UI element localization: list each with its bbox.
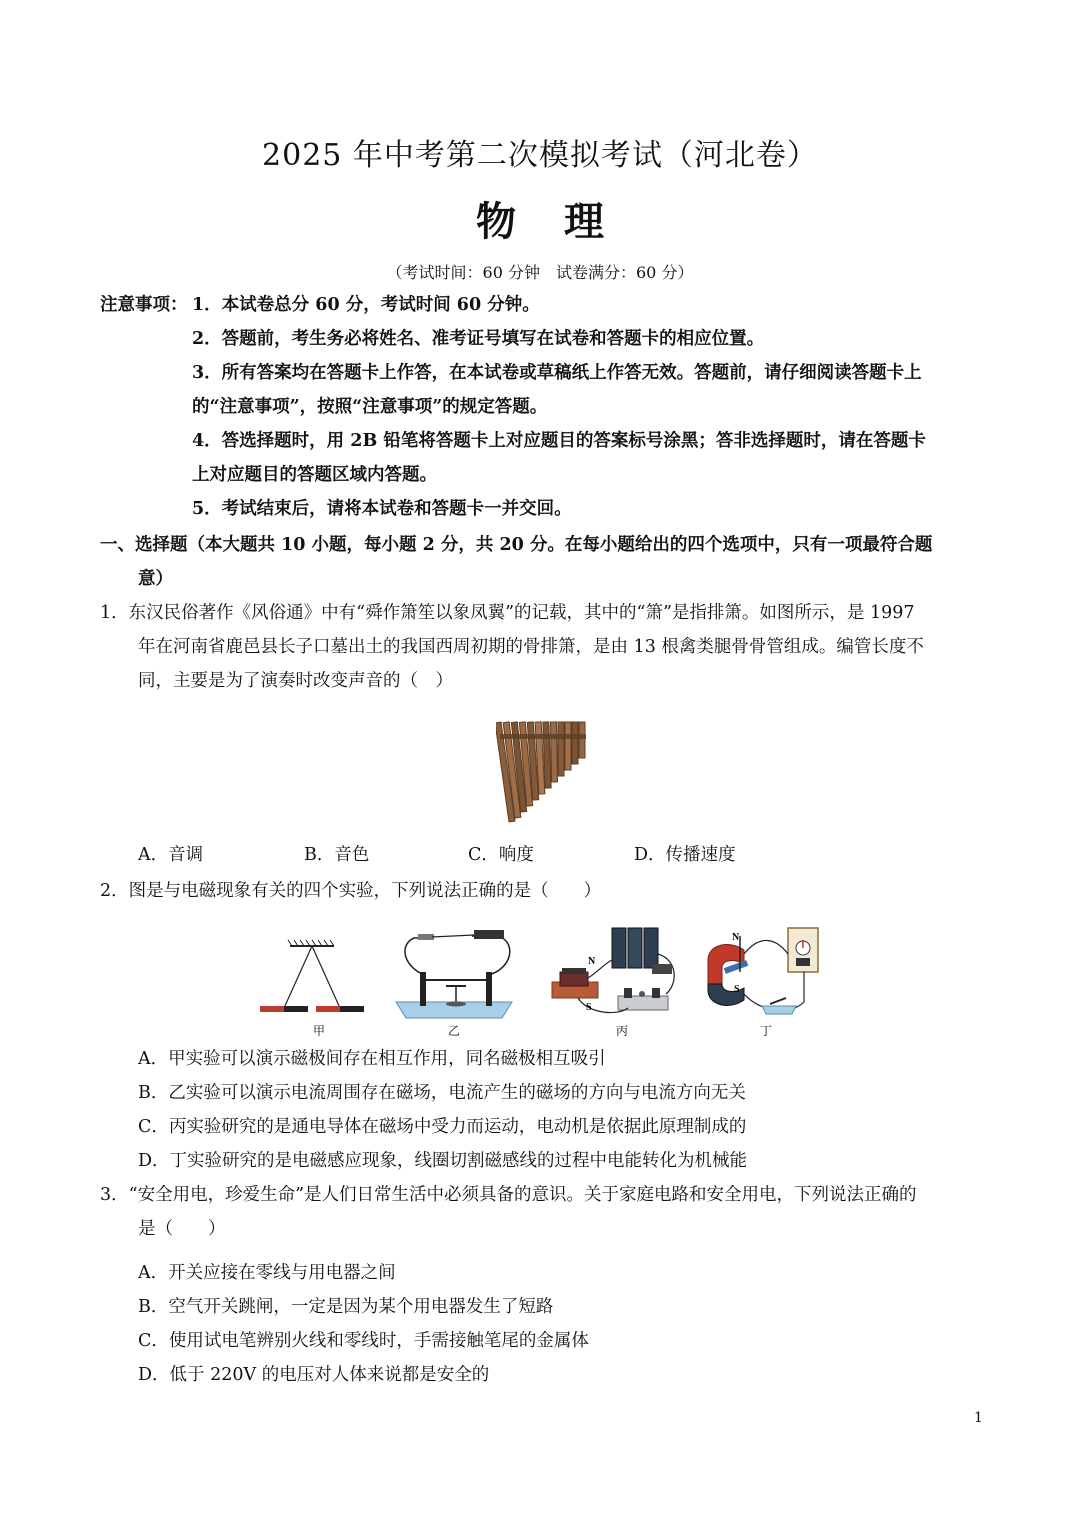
q2-stem: 2．图是与电磁现象有关的四个实验，下列说法正确的是（ ）: [100, 881, 602, 901]
pole-label-s: S: [734, 984, 740, 995]
q3-option-d: D．低于 220V 的电压对人体来说都是安全的: [138, 1365, 490, 1385]
q2-option-a: A．甲实验可以演示磁极间存在相互作用，同名磁极相互吸引: [138, 1049, 606, 1069]
note-item: 上对应题目的答题区域内答题。: [192, 465, 437, 485]
pole-label-s: S: [586, 1002, 592, 1013]
q2-option-c: C．丙实验研究的是通电导体在磁场中受力而运动，电动机是依据此原理制成的: [138, 1117, 747, 1137]
notes-label: 注意事项：: [100, 295, 188, 315]
note-item: 3．所有答案均在答题卡上作答，在本试卷或草稿纸上作答无效。答题前，请仔细阅读答题卡上: [192, 363, 922, 383]
subject-title: 物理: [476, 198, 652, 245]
exam-title: 2025 年中考第二次模拟考试（河北卷）: [262, 138, 818, 173]
note-item: 的“注意事项”，按照“注意事项”的规定答题。: [192, 397, 548, 417]
q1-option-a: A．音调: [138, 845, 204, 865]
q1-option-c: C．响度: [468, 845, 534, 865]
figure-jia-magnets: [256, 936, 368, 1020]
figure-bing-motor: [548, 924, 684, 1022]
q1-option-d: D．传播速度: [634, 845, 736, 865]
figure-ding-generator: [700, 924, 824, 1022]
figure-yi-oersted: [392, 924, 518, 1022]
section-heading-cont: 意）: [138, 569, 173, 589]
exam-info: （考试时间：60 分钟 试卷满分：60 分）: [386, 263, 694, 282]
q2-option-b: B．乙实验可以演示电流周围存在磁场，电流产生的磁场的方向与电流方向无关: [138, 1083, 746, 1103]
note-item: 5．考试结束后，请将本试卷和答题卡一并交回。: [192, 499, 572, 519]
q1-stem: 1．东汉民俗著作《风俗通》中有“舜作箫笙以象凤翼”的记载，其中的“箫”是指排箫。如图所示，是 1997: [100, 603, 915, 623]
note-item: 2．答题前，考生务必将姓名、准考证号填写在试卷和答题卡的相应位置。: [192, 329, 765, 349]
q3-stem: 3．“安全用电，珍爱生命”是人们日常生活中必须具备的意识。关于家庭电路和安全用电，下列说法正确的: [100, 1185, 917, 1205]
note-item: 4．答选择题时，用 2B 铅笔将答题卡上对应题目的答案标号涂黑；答非选择题时，请在答题卡: [192, 431, 926, 451]
note-item: 1．本试卷总分 60 分，考试时间 60 分钟。: [192, 295, 540, 315]
figure-label-yi: 乙: [448, 1024, 461, 1038]
q2-option-d: D．丁实验研究的是电磁感应现象，线圈切割磁感线的过程中电能转化为机械能: [138, 1151, 748, 1171]
section-heading: 一、选择题（本大题共 10 小题，每小题 2 分，共 20 分。在每小题给出的四个选项中，只有一项最符合题: [100, 535, 933, 555]
figure-label-jia: 甲: [313, 1024, 326, 1038]
page-number: 1: [974, 1410, 983, 1426]
pole-label-n: N: [732, 932, 740, 943]
pan-flute-image: [496, 716, 590, 832]
q1-option-b: B．音色: [304, 845, 370, 865]
q3-option-b: B．空气开关跳闸，一定是因为某个用电器发生了短路: [138, 1297, 554, 1317]
pole-label-n: N: [588, 956, 596, 967]
q1-stem: 年在河南省鹿邑县长子口墓出土的我国西周初期的骨排箫，是由 13 根禽类腿骨骨管组成。编管长度不: [138, 637, 924, 657]
q3-option-c: C．使用试电笔辨别火线和零线时，手需接触笔尾的金属体: [138, 1331, 589, 1351]
q3-stem: 是（ ）: [138, 1219, 226, 1239]
q1-stem: 同，主要是为了演奏时改变声音的（ ）: [138, 671, 453, 691]
figure-label-bing: 丙: [616, 1024, 629, 1038]
figure-label-ding: 丁: [760, 1024, 773, 1038]
q3-option-a: A．开关应接在零线与用电器之间: [138, 1263, 396, 1283]
